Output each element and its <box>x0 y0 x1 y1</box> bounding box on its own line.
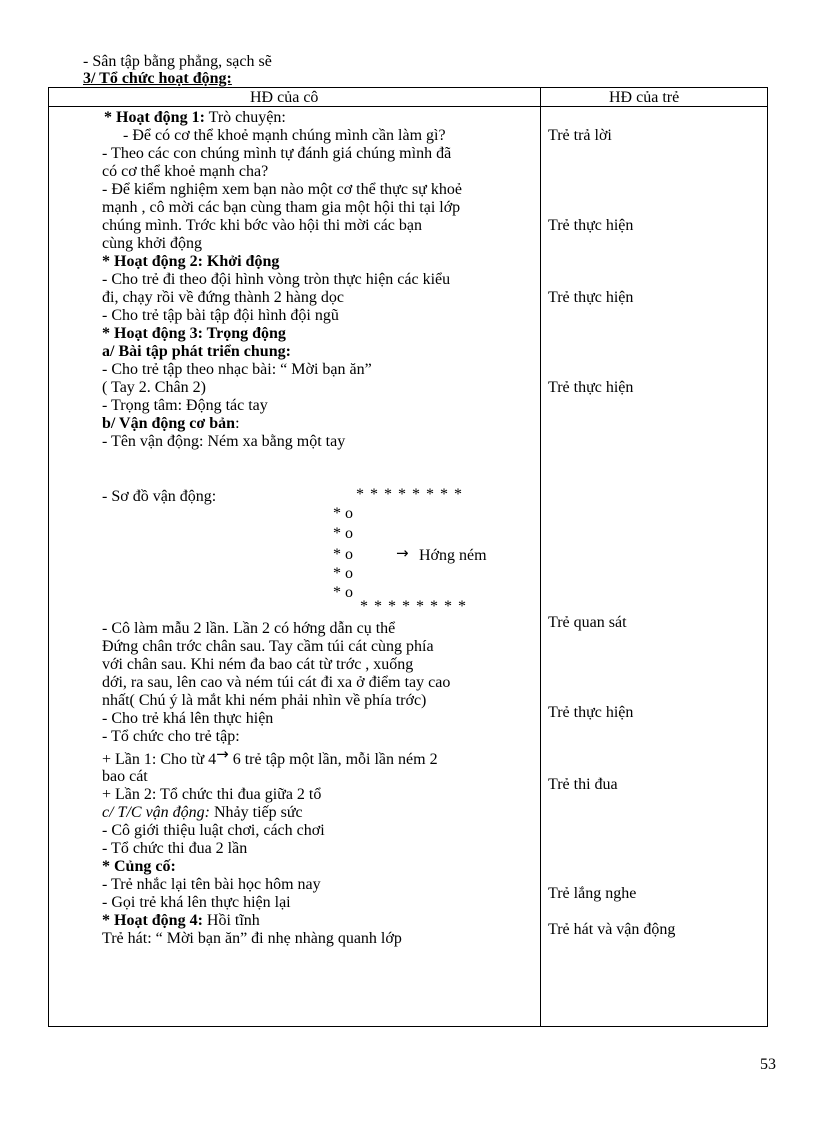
activity-1-line <box>104 109 286 127</box>
round-1-line <box>102 745 438 769</box>
child-activity: Trẻ thực hiện <box>548 704 634 721</box>
subsection-b-line <box>102 415 240 433</box>
activity-2-title: * Hoạt động 2: Khởi động <box>102 253 280 270</box>
diagram-row: * o <box>333 546 353 563</box>
section-heading: 3/ Tổ chức hoạt động: <box>83 70 232 87</box>
text-line: ( Tay 2. Chân 2) <box>102 379 206 396</box>
text-line: - Cho trẻ tập bài tập đội hình đội ngũ <box>102 307 339 324</box>
round-1-end: 6 trẻ tập một lần, mỗi lần ném 2 <box>228 751 438 768</box>
diagram-label: - Sơ đồ vận động: <box>102 488 217 505</box>
text-line: + Lần 2: Tổ chức thi đua giữa 2 tổ <box>102 786 322 803</box>
text-line: đi, chạy rồi về đứng thành 2 hàng dọc <box>102 289 344 306</box>
activity-1-desc: Trò chuyện: <box>204 109 286 126</box>
intro-line: - Sân tập bằng phẳng, sạch sẽ <box>83 53 272 70</box>
text-line: - Cho trẻ tập theo nhạc bài: “ Mời bạn ăn” <box>102 361 372 378</box>
text-line: - Tổ chức cho trẻ tập: <box>102 728 240 745</box>
child-activity: Trẻ thi đua <box>548 776 618 793</box>
diagram-row: * o <box>333 505 353 522</box>
text-line: - Trọng tâm: Động tác tay <box>102 397 268 414</box>
diagram-top-row: * * * * * * * * <box>356 486 463 503</box>
arrow-right-icon: → <box>396 544 409 562</box>
game-line <box>102 804 303 822</box>
text-line: - Trẻ nhắc lại tên bài học hôm nay <box>102 876 321 893</box>
text-line: cùng khởi động <box>102 235 203 252</box>
page-number: 53 <box>760 1056 776 1073</box>
subsection-b-colon: : <box>235 415 240 432</box>
text-line: Đứng chân trớc chân sau. Tay cầm túi cát cùng phía <box>102 638 434 655</box>
text-line: với chân sau. Khi ném đa bao cát từ trớc , xuống <box>102 656 414 673</box>
text-line: Trẻ hát: “ Mời bạn ăn” đi nhẹ nhàng quanh lớp <box>102 930 402 947</box>
text-line: nhất( Chú ý là mắt khi ném phải nhìn về phía trớc) <box>102 692 427 709</box>
game-name: Nhảy tiếp sức <box>210 804 303 821</box>
activity-4-desc: Hồi tĩnh <box>202 912 260 929</box>
diagram-row: * o <box>333 525 353 542</box>
text-line: bao cát <box>102 768 148 785</box>
activity-4-line <box>102 912 260 930</box>
activity-4-title: * Hoạt động 4: <box>102 912 203 929</box>
child-activity: Trẻ hát và vận động <box>548 921 676 938</box>
text-line: - Tổ chức thi đua 2 lần <box>102 840 248 857</box>
text-line: - Cho trẻ khá lên thực hiện <box>102 710 274 727</box>
text-line: - Để kiểm nghiệm xem bạn nào một cơ thể thực sự khoẻ <box>102 181 462 198</box>
text-line: - Theo các con chúng mình tự đánh giá chúng mình đã <box>102 145 452 162</box>
diagram-row: * o <box>333 584 353 601</box>
text-line: - Cho trẻ đi theo đội hình vòng tròn thực hiện các kiểu <box>102 271 451 288</box>
child-activity: Trẻ lắng nghe <box>548 885 637 902</box>
child-activity: Trẻ thực hiện <box>548 289 634 306</box>
activity-3-title: * Hoạt động 3: Trọng động <box>102 325 286 342</box>
child-activity: Trẻ thực hiện <box>548 217 634 234</box>
text-line: - Gọi trẻ khá lên thực hiện lại <box>102 894 291 911</box>
text-line: - Để có cơ thể khoẻ mạnh chúng mình cần làm gì? <box>123 127 446 144</box>
column-divider <box>540 87 541 1027</box>
child-activity: Trẻ thực hiện <box>548 379 634 396</box>
subsection-a-title: a/ Bài tập phát triển chung: <box>102 343 291 360</box>
round-1-start: + Lần 1: Cho từ 4 <box>102 751 217 768</box>
text-line: mạnh , cô mời các bạn cùng tham gia một hội thi tại lớp <box>102 199 461 216</box>
arrow-right-icon: → <box>216 745 229 763</box>
activity-1-title: * Hoạt động 1: <box>104 109 205 126</box>
subsection-b-title: b/ Vận động cơ bản <box>102 415 236 432</box>
text-line: - Tên vận động: Ném xa bằng một tay <box>102 433 346 450</box>
text-line: - Cô giới thiệu luật chơi, cách chơi <box>102 822 325 839</box>
text-line: - Cô làm mẫu 2 lần. Lần 2 có hớng dẫn cụ thể <box>102 620 396 637</box>
diagram-row: * o <box>333 565 353 582</box>
child-activity: Trẻ trả lời <box>548 127 612 144</box>
diagram-bottom-row: * * * * * * * * <box>360 598 467 615</box>
text-line: dới, ra sau, lên cao và ném túi cát đi xa ở điểm tay cao <box>102 674 451 691</box>
direction-label: Hớng ném <box>419 547 487 564</box>
col-child-header: HĐ của trẻ <box>609 89 680 106</box>
text-line: có cơ thể khoẻ mạnh cha? <box>102 163 269 180</box>
child-activity: Trẻ quan sát <box>548 614 627 631</box>
consolidation-title: * Củng cố: <box>102 858 176 875</box>
text-line: chúng mình. Trớc khi bớc vào hội thi mời các bạn <box>102 217 423 234</box>
col-teacher-header: HĐ của cô <box>250 89 319 106</box>
game-label: c/ T/C vận động: <box>102 804 210 821</box>
